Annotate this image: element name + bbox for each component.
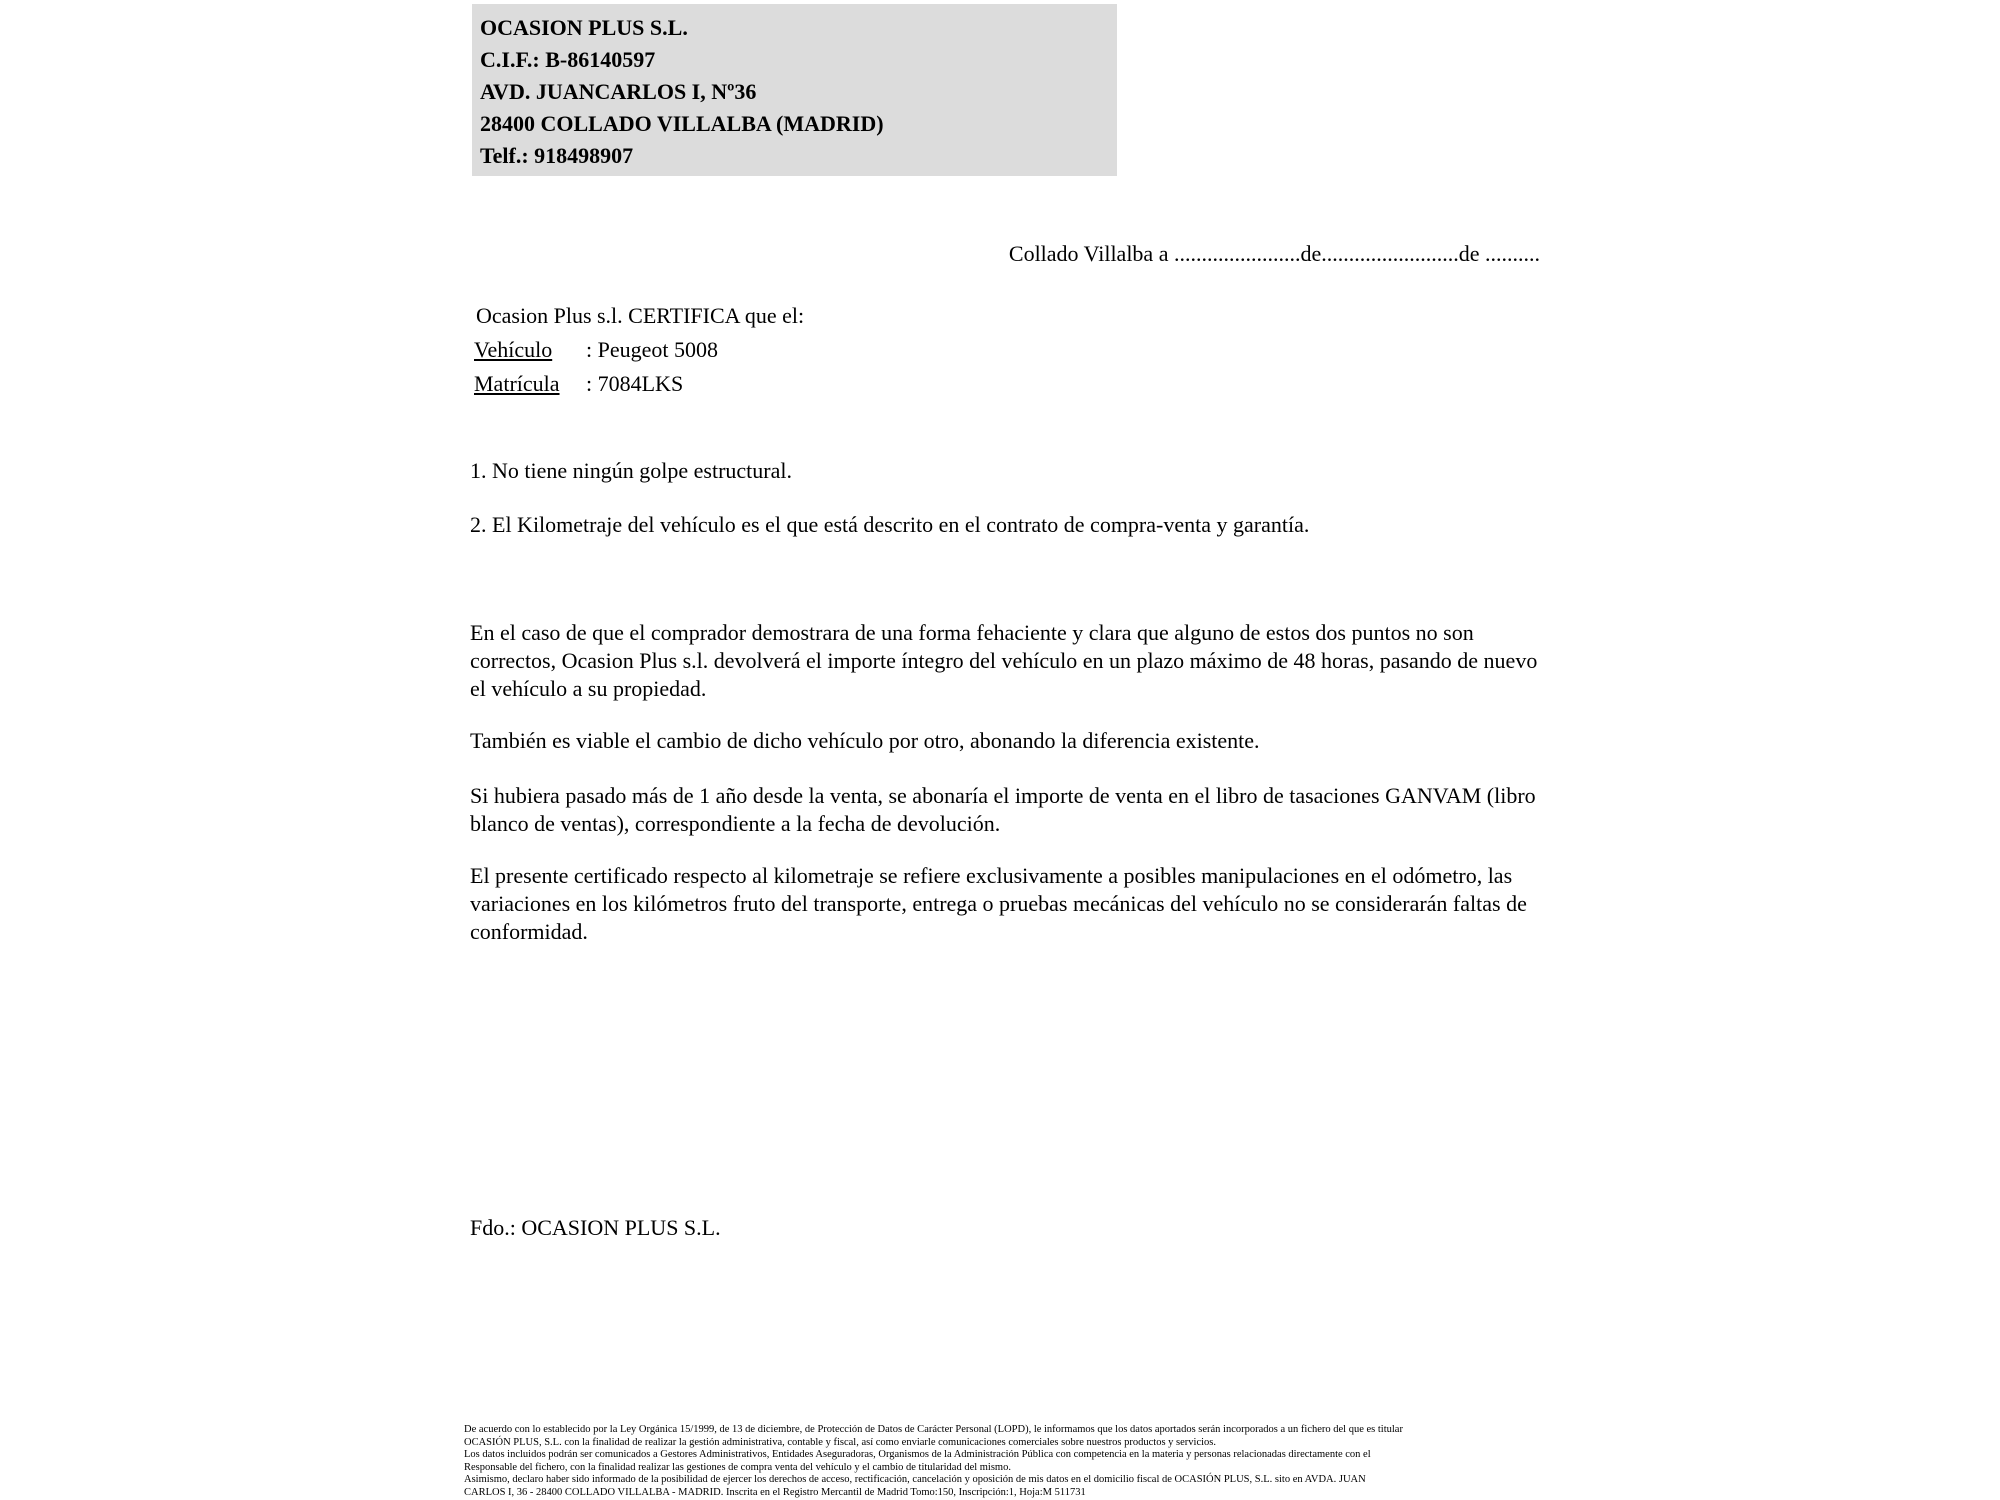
signature-line: Fdo.: OCASION PLUS S.L. xyxy=(470,1215,721,1240)
company-name: OCASION PLUS S.L. xyxy=(480,15,688,40)
legal-footer xyxy=(464,1424,1556,1499)
company-address: AVD. JUANCARLOS I, Nº36 xyxy=(480,79,757,104)
company-cif: C.I.F.: B-86140597 xyxy=(480,47,656,72)
plate-value: : 7084LKS xyxy=(586,371,684,396)
vehicle-value: : Peugeot 5008 xyxy=(586,337,718,362)
company-city: 28400 COLLADO VILLALBA (MADRID) xyxy=(480,111,884,136)
legal-footer-line: Asimismo, declaro haber sido informado de la posibilidad de ejercer los derechos de acceso, rectificación, cancelación y oposición de mis datos en el domicilio fiscal de OCASIÓN PLUS, S.L. sito en AVDA. JUAN xyxy=(464,1474,1366,1485)
plate-row xyxy=(474,371,683,397)
legal-footer-line: Responsable del fichero, con la finalidad realizar las gestiones de compra venta del vehículo y el cambio de titularidad del mismo. xyxy=(464,1461,1011,1473)
vehicle-label: Vehículo xyxy=(474,337,553,362)
vehicle-row xyxy=(474,337,718,363)
plate-label: Matrícula xyxy=(474,371,560,396)
company-header-box xyxy=(472,4,1117,176)
certificate-point-1: 1. No tiene ningún golpe estructural. xyxy=(470,458,792,483)
certificate-point-2: 2. El Kilometraje del vehículo es el que está descrito en el contrato de compra-venta y garantía. xyxy=(470,512,1310,537)
legal-footer-line: De acuerdo con lo establecido por la Ley Orgánica 15/1999, de 13 de diciembre, de Protección de Datos de Carácter Personal (LOPD), le informamos que los datos aportados serán incorporados a un fichero del que es titular xyxy=(464,1424,1403,1435)
paragraph-exchange-option: También es viable el cambio de dicho vehículo por otro, abonando la diferencia existente. xyxy=(470,728,1260,753)
paragraph-ganvam-valuation: Si hubiera pasado más de 1 año desde la venta, se abonaría el importe de venta en el libro de tasaciones GANVAM (libro blanco de ventas), correspondiente a la fecha de devolución. xyxy=(470,783,1536,836)
paragraph-odometer-scope: El presente certificado respecto al kilometraje se refiere exclusivamente a posibles manipulaciones en el odómetro, las variaciones en los kilómetros fruto del transporte, entrega o pruebas mecánicas del vehículo no se considerarán faltas de conformidad. xyxy=(470,863,1527,944)
legal-footer-line: CARLOS I, 36 - 28400 COLLADO VILLALBA - MADRID. Inscrita en el Registro Mercantil de Madrid Tomo:150, Inscripción:1, Hoja:M 511731 xyxy=(464,1486,1086,1498)
certify-intro: Ocasion Plus s.l. CERTIFICA que el: xyxy=(476,303,805,328)
legal-footer-line: OCASIÓN PLUS, S.L. con la finalidad de realizar la gestión administrativa, contable y fiscal, así como enviarle comunicaciones comerciales sobre nuestros productos y servicios. xyxy=(464,1436,1216,1448)
company-phone: Telf.: 918498907 xyxy=(480,143,634,168)
date-line: Collado Villalba a .......................de.........................de .......... xyxy=(1008,241,1540,266)
paragraph-refund-condition: En el caso de que el comprador demostrara de una forma fehaciente y clara que alguno de estos dos puntos no son correctos, Ocasion Plus s.l. devolverá el importe íntegro del vehículo en un plazo máximo de 48 horas, pasando de nuevo el vehículo a su propiedad. xyxy=(470,620,1538,701)
legal-footer-line: Los datos incluidos podrán ser comunicados a Gestores Administrativos, Entidades Aseguradoras, Organismos de la Administración Pública con competencia en la materia y personas relacionadas directamente con el xyxy=(464,1449,1371,1460)
